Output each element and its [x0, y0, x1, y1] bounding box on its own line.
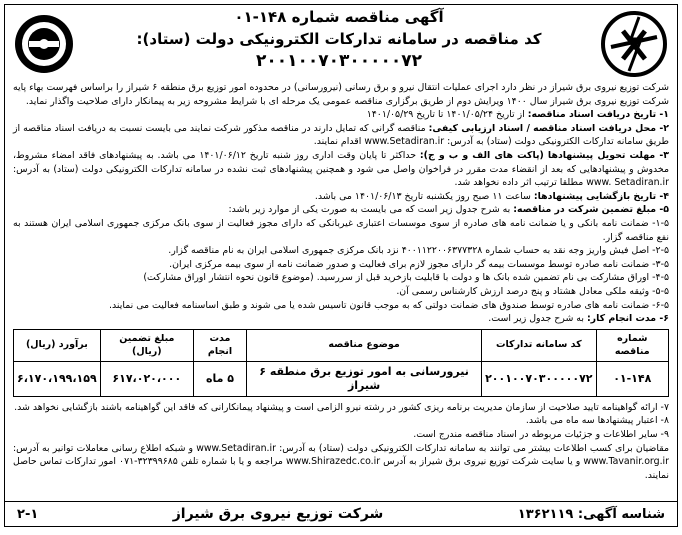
table-header: مدت انجام — [193, 329, 246, 361]
note-item: ۷- ارائه گواهینامه تایید صلاحیت از سازمان مدیریت برنامه ریزی کشور در رشته نیرو الزامی است و پیشنهاد پیمانکارانی که فاقد این گواهینامه باشند بازگشایی نخواهد شد. — [14, 401, 669, 413]
table-header: برآورد (ریال) — [14, 329, 101, 361]
footer — [5, 501, 677, 526]
guarantee-item: ۲-۵- اصل فیش واریز وجه نقد به حساب شماره ۴۰۰۱۱۲۲۰۰۶۳۷۷۳۲۸ نزد بانک مرکزی جمهوری اسلامی ایران به نام مناقصه گزار. — [168, 245, 669, 257]
company-emblem-icon — [13, 13, 75, 75]
title-line-2: کد مناقصه در سامانه تدارکات الکترونیکی دولت (ستاد): — [136, 30, 542, 48]
guarantee-item: ۴-۵- اوراق مشارکت بی نام تضمین شده بانک ها و دولت با قابلیت بازخرید قبل از سررسید. (موضوع قانون نحوه انتشار اوراق مشارکت) — [143, 272, 669, 284]
tavanir-logo-icon — [599, 9, 669, 79]
table-row — [14, 361, 669, 396]
item-2: ۲- محل دریافت اسناد مناقصه / اسناد ارزیابی کیفی: مناقصه گرانی که تمایل دارند در مناقصه مذکور شرکت نمایند می بایست نسبت به دریافت اسناد مناقصه از طریق سامانه تدارکات الکترونیکی دولت (ستاد) به آدرس: www.Setadiran.ir اقدام نمایند. — [13, 122, 670, 148]
item-4: ۴- تاریخ بازگشایی پیشنهادها: ساعت ۱۱ صبح روز یکشنبه تاریخ ۱۴۰۱/۰۶/۱۳ می باشد. — [314, 190, 669, 202]
contact-paragraph: مقاضیان برای کسب اطلاعات بیشتر می توانند به سامانه تدارکات الکترونیکی دولت (ستاد) به آدرس: www.Setadiran.ir و شبکه اطلاع رسانی معاملات توانیر به آدرس: www.Tavanir.org.ir و یا سایت شرکت توزیع نیروی برق شیراز به آدرس www.Shirazedc.co.ir مراجعه و یا با شماره تلفن ۳۲۳۹۹۶۸۵-۰۷۱ امور تدارکات تماس حاصل نمایند. — [13, 442, 670, 481]
guarantee-item: ۳-۵- ضمانت نامه صادره توسط موسسات بیمه گر دارای مجوز لازم برای فعالیت و صدور ضمانت نامه از سوی بیمه مرکزی ایران. — [169, 258, 669, 270]
table-cell: ۶،۱۷۰،۱۹۹،۱۵۹ — [14, 361, 101, 396]
table-cell: ۶۱۷،۰۲۰،۰۰۰ — [100, 361, 193, 396]
note-item: ۸- اعتبار پیشنهادها سه ماه می باشد. — [525, 415, 669, 427]
tender-code: ۲۰۰۱۰۰۷۰۳۰۰۰۰۰۷۲ — [255, 51, 422, 71]
intro-paragraph: شرکت توزیع نیروی برق شیراز در نظر دارد اجرای عملیات انتقال نیرو و برق رسانی (نیرورسانی) در محدوده امور توزیع برق منطقه ۶ شیراز را براساس فهرست بهاء پایه شرکت توزیع نیروی برق شیراز سال ۱۴۰۰ ویرایش دوم از طریق برگزاری مناقصه عمومی یک مرحله ای با شرایط مشروحه زیر به پیمانکار دارای صلاحیت واگذار نماید. — [13, 82, 669, 107]
table-cell: ۲۰۰۱۰۰۷۰۳۰۰۰۰۰۷۲ — [482, 361, 596, 396]
item-1: ۱- تاریخ دریافت اسناد مناقصه: از تاریخ ۱۴۰۱/۰۵/۲۴ تا تاریخ ۱۴۰۱/۰۵/۲۹ — [366, 109, 669, 121]
title-line-1: آگهی مناقصه شماره ۱۴۸-۰۱ — [234, 8, 444, 26]
ad-id: شناسه آگهی: ۱۳۶۲۱۱۹ — [517, 506, 665, 522]
table-header: کد سامانه تدارکات — [482, 329, 596, 361]
table-cell: نیرورسانی به امور توزیع برق منطقه ۶ شیراز — [247, 361, 482, 396]
item-5: ۵- مبلغ تضمین شرکت در مناقصه: به شرح جدول زیر است که می بایست به صورت یکی از موارد زیر باشد: — [228, 204, 669, 216]
note-item: ۹- سایر اطلاعات و جزئیات مربوطه در اسناد مناقصه مندرج است. — [413, 429, 669, 441]
tender-notice — [4, 4, 678, 527]
table-header: موضوع مناقصه — [247, 329, 482, 361]
tender-table — [13, 329, 669, 397]
company-name: شرکت توزیع نیروی برق شیراز — [172, 506, 384, 522]
guarantee-item: ۵-۵- وثیقه ملکی معادل هشتاد و پنج درصد ارزش کارشناس رسمی آن. — [396, 285, 669, 297]
page-number: ۲-۱ — [17, 506, 39, 522]
header — [5, 5, 677, 81]
guarantee-item: ۱-۵- ضمانت نامه بانکی و یا ضمانت نامه های صادره از سوی موسسات اعتباری غیربانکی که دارای مجوز فعالیت از سوی بانک مرکزی جمهوری اسلامی ایران هستند به نفع مناقصه گزار. — [13, 217, 669, 243]
notice-body — [5, 81, 677, 482]
item-6: ۶- مدت انجام کار: به شرح جدول زیر است. — [488, 313, 669, 325]
table-header: شماره مناقصه — [596, 329, 668, 361]
table-header-row — [14, 329, 669, 361]
table-header: مبلغ تضمین (ریال) — [100, 329, 193, 361]
item-3: ۳- مهلت تحویل پیشنهادها (پاکت های الف و ب و ج): حداکثر تا پایان وقت اداری روز شنبه تاریخ ۱۴۰۱/۰۶/۱۲ می باشد. به پیشنهادهای فاقد امضاء مشروط، مخدوش و پیشنهادهایی که بعد از انقضاء مدت مقرر در فراخوان واصل می شود و همچنین پیشنهادهای ثبت نشده در سامانه تدارکات الکترونیکی دولت (ستاد) به آدرس: www. Setadiran.ir مطلقا ترتیب اثر داده نخواهد شد. — [13, 149, 669, 189]
guarantee-item: ۶-۵- ضمانت نامه های صادره توسط صندوق های ضمانت دولتی که به موجب قانون تاسیس شده یا می شوند و طبق اساسنامه فعالیت می نمایند. — [109, 299, 669, 311]
table-cell: ۵ ماه — [193, 361, 246, 396]
table-cell: ۰۱-۱۴۸ — [596, 361, 668, 396]
